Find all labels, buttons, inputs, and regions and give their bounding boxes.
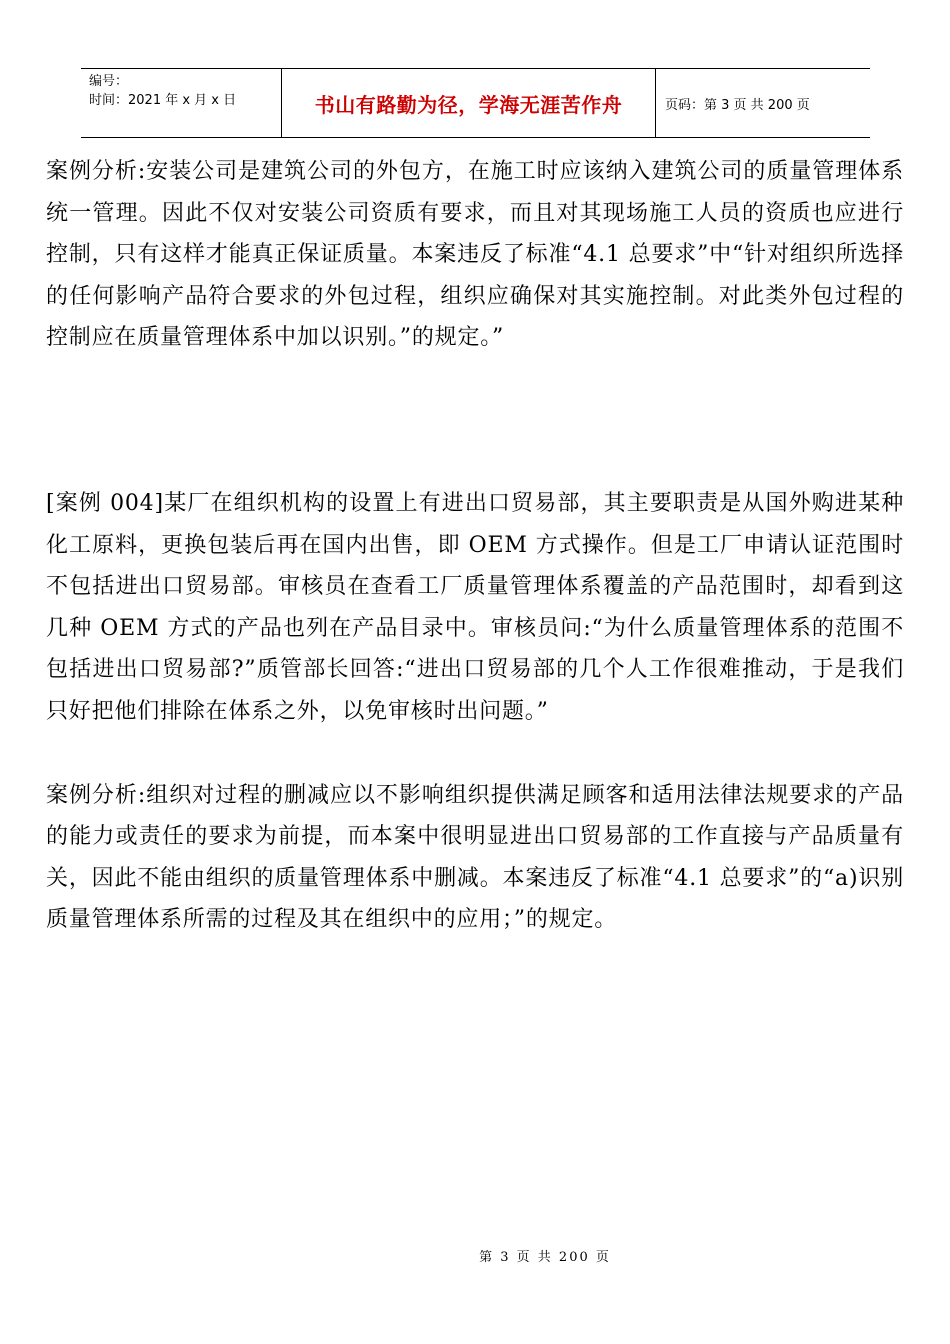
case-004-paragraph: [案例 004]某厂在组织机构的设置上有进出口贸易部，其主要职责是从国外购进某种化工原料，更换包装后再在国内出售，即 OEM 方式操作。但是工厂申请认证范围时不包括进出口贸易部。审核员在查看工厂质量管理体系覆盖的产品范围时，却看到这几种 OEM 方式的产品也列在产品目录中。审核员问:“为什么质量管理体系的范围不包括进出口贸易部?”质管部长回答:“进出口贸易部的几个人工作很难推动，于是我们只好把他们排除在体系之外，以免审核时出问题。” [46, 490, 904, 724]
case-analysis-paragraph-1: 案例分析:安装公司是建筑公司的外包方，在施工时应该纳入建筑公司的质量管理体系统一管理。因此不仅对安装公司资质有要求，而且对其现场施工人员的资质也应进行控制，只有这样才能真正保证质量。本案违反了标准“4.1 总要求”中“针对组织所选择的任何影响产品符合要求的外包过程，组织应确保对其实施控制。对此类外包过程的控制应在质量管理体系中加以识别。”的规定。” [46, 159, 904, 351]
header-page-info: 页码：第 3 页 共 200 页 [665, 97, 810, 113]
header-meta-cell [81, 69, 282, 137]
page-header [81, 68, 870, 138]
document-number-label: 编号： [89, 74, 129, 89]
page-footer [0, 1246, 950, 1265]
footer-page-number: 第 3 页 共 200 页 [479, 1250, 611, 1265]
document-date: 时间：2021 年 x 月 x 日 [89, 93, 237, 108]
header-motto: 书山有路勤为径，学海无涯苦作舟 [282, 69, 656, 137]
document-body [46, 151, 904, 941]
case-analysis-paragraph-2: 案例分析:组织对过程的删减应以不影响组织提供满足顾客和适用法律法规要求的产品的能力或责任的要求为前提，而本案中很明显进出口贸易部的工作直接与产品质量有关，因此不能由组织的质量管理体系中删减。本案违反了标准“4.1 总要求”的“a)识别质量管理体系所需的过程及其在组织中的应用；”的规定。 [46, 782, 904, 933]
